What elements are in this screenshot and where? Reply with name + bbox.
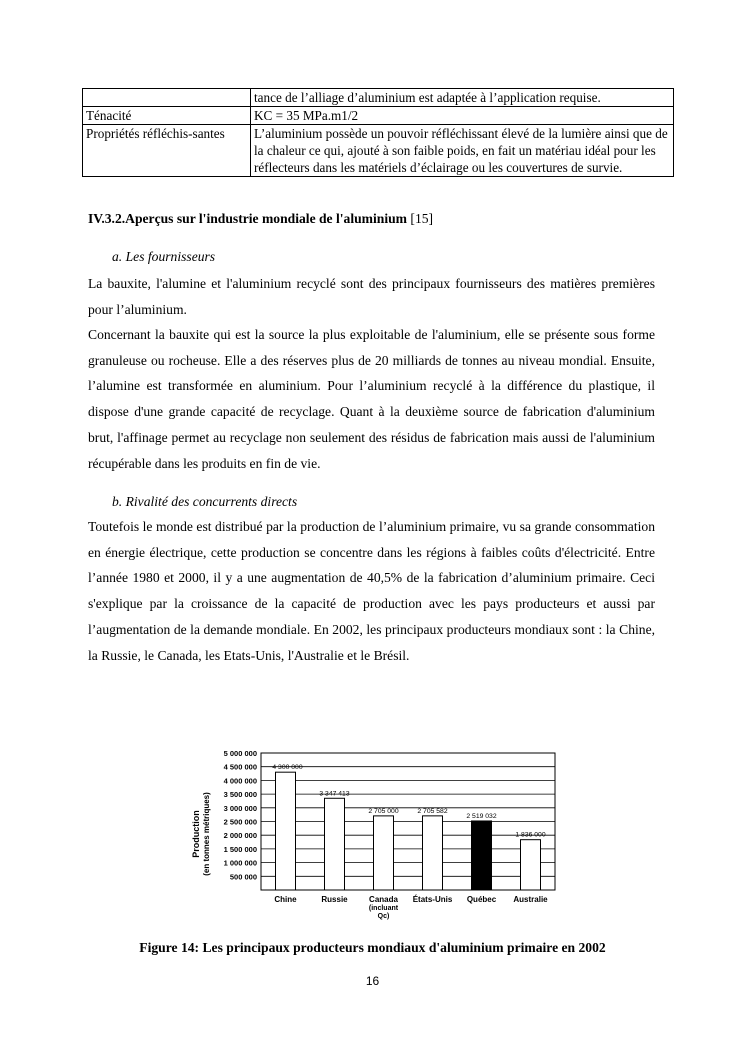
subheading-a: a. Les fournisseurs	[112, 249, 216, 264]
x-category-label: Chine	[274, 895, 297, 904]
data-label: 1 836 000	[515, 831, 546, 839]
x-category-label: États-Unis	[412, 895, 453, 904]
table-row	[83, 107, 674, 125]
data-label: 4 300 000	[272, 764, 303, 772]
figure-caption: Figure 14: Les principaux producteurs mondiaux d'aluminium primaire en 2002	[139, 940, 606, 955]
section-title: IV.3.2.Aperçus sur l'industrie mondiale de l'aluminium	[88, 211, 408, 226]
table-cell-label: Ténacité	[83, 107, 251, 125]
x-category-label: Qc)	[377, 913, 390, 920]
x-category-label: (incluant	[368, 905, 399, 912]
subheading-b: b. Rivalité des concurrents directs	[112, 494, 298, 509]
bar-australie	[521, 840, 541, 890]
page-number: 16	[365, 974, 380, 988]
bar-canada	[374, 816, 394, 890]
table-row	[83, 89, 674, 107]
y-tick-label: 2 000 000	[223, 831, 257, 841]
x-category-label: Australie	[513, 895, 548, 904]
data-label: 2 705 582	[417, 807, 448, 815]
data-label: 3 347 413	[319, 790, 350, 798]
y-tick-label: 3 500 000	[223, 790, 257, 800]
y-axis-title-line2: (en tonnes métriques)	[202, 792, 211, 876]
y-axis-title-line1: Production	[191, 810, 201, 858]
y-tick-label: 2 500 000	[223, 817, 257, 827]
bar-québec	[472, 821, 492, 890]
table-cell-value: L’aluminium possède un pouvoir réfléchissant élevé de la lumière ainsi que de la chaleur ce qui, ajouté à son faible poids, en fait un matériau idéal pour les réflecteurs dans les matériels d’éclairage ou les couvertures de survie.	[251, 125, 674, 177]
properties-table	[82, 88, 674, 177]
table-cell-value: tance de l’alliage d’aluminium est adaptée à l’application requise.	[251, 89, 674, 107]
y-tick-label: 1 000 000	[223, 858, 257, 868]
x-category-label: Québec	[466, 895, 497, 904]
bar-états-unis	[423, 816, 443, 890]
table-cell-value: KC = 35 MPa.m1/2	[251, 107, 674, 125]
y-tick-label: 500 000	[229, 872, 257, 882]
y-tick-label: 1 500 000	[223, 844, 257, 854]
paragraph-suppliers-intro: La bauxite, l'alumine et l'aluminium recyclé sont des principaux fournisseurs des matières premières pour l’aluminium.	[88, 276, 655, 317]
table-row	[83, 125, 674, 177]
table-cell-label: Propriétés réfléchis-santes	[83, 125, 251, 177]
table-cell-label	[83, 89, 251, 107]
data-label: 2 705 000	[368, 807, 399, 815]
x-category-label: Canada	[369, 895, 398, 904]
y-tick-label: 3 000 000	[223, 803, 257, 813]
y-tick-label: 5 000 000	[223, 749, 257, 758]
bar-chine	[276, 772, 296, 890]
x-category-label: Russie	[321, 895, 348, 904]
section-reference: [15]	[407, 211, 434, 226]
paragraph-competitors: Toutefois le monde est distribué par la production de l’aluminium primaire, vu sa grande consommation en énergie électrique, cette production se concentre dans les régions à faibles coûts d'électricité. Entre l’année 1980 et 2000, il y a une augmentation de 40,5% de la fabrication d’aluminium primaire. Ceci s'explique par la croissance de la capacité de production avec les pays producteurs et aussi par l’augmentation de la demande mondiale. En 2002, les principaux producteurs mondiaux sont : la Chine, la Russie, le Canada, les Etats-Unis, l'Australie et le Brésil.	[88, 519, 655, 663]
y-tick-label: 4 500 000	[223, 762, 257, 772]
section-heading	[88, 211, 433, 227]
y-tick-label: 4 000 000	[223, 776, 257, 786]
production-bar-chart	[185, 748, 560, 932]
bar-russie	[325, 798, 345, 890]
paragraph-bauxite: Concernant la bauxite qui est la source la plus exploitable de l'aluminium, elle se présente sous forme granuleuse ou rocheuse. Elle a des réserves plus de 20 milliards de tonnes au niveau mondial. Ensuite, l’alumine est transformée en aluminium. Pour l’aluminium recyclé à la différence du plastique, il dispose d'une grande capacité de recyclage. Quant à la deuxième source de fabrication d'aluminium brut, l'affinage permet au recyclage non seulement des résidus de fabrication mais aussi de l'aluminium récupérable dans les produits en fin de vie.	[88, 327, 655, 471]
data-label: 2 519 032	[466, 812, 497, 820]
